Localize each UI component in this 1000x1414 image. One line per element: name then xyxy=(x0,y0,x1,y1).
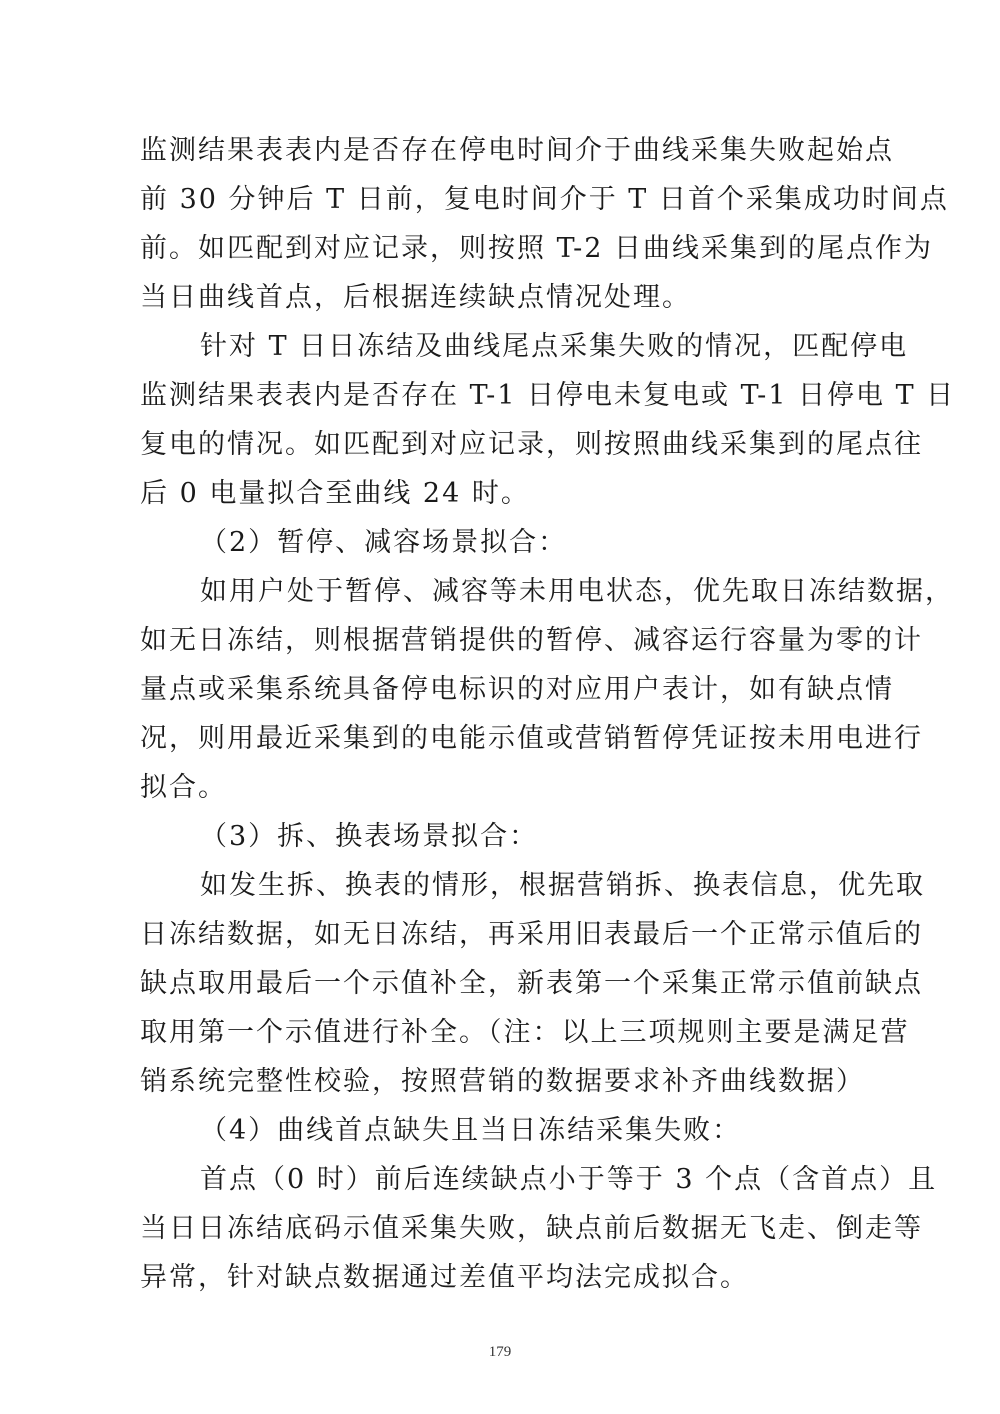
text-line: 异常，针对缺点数据通过差值平均法完成拟合。 xyxy=(140,1262,749,1293)
text-line: 当日曲线首点，后根据连续缺点情况处理。 xyxy=(140,282,691,313)
section-heading: （3）拆、换表场景拟合： xyxy=(200,821,539,852)
section-heading: （2）暂停、减容场景拟合： xyxy=(200,527,568,558)
text-line: 如发生拆、换表的情形，根据营销拆、换表信息，优先取 xyxy=(200,870,925,901)
text-line: 况，则用最近采集到的电能示值或营销暂停凭证按未用电进行 xyxy=(140,723,923,754)
text-line: 前 30 分钟后 T 日前，复电时间介于 T 日首个采集成功时间点 xyxy=(140,184,949,215)
text-line: 后 0 电量拟合至曲线 24 时。 xyxy=(140,478,530,509)
text-line: 缺点取用最后一个示值补全，新表第一个采集正常示值前缺点 xyxy=(140,968,923,999)
text-line: 如用户处于暂停、减容等未用电状态，优先取日冻结数据， xyxy=(200,576,954,607)
text-line: 复电的情况。如匹配到对应记录，则按照曲线采集到的尾点往 xyxy=(140,429,923,460)
text-line: 取用第一个示值进行补全。（注：以上三项规则主要是满足营 xyxy=(140,1017,910,1048)
text-line: 量点或采集系统具备停电标识的对应用户表计，如有缺点情 xyxy=(140,674,894,705)
body-text xyxy=(140,126,956,1302)
text-line: 当日日冻结底码示值采集失败，缺点前后数据无飞走、倒走等 xyxy=(140,1213,923,1244)
section-heading: （4）曲线首点缺失且当日冻结采集失败： xyxy=(200,1115,742,1146)
text-line: 销系统完整性校验，按照营销的数据要求补齐曲线数据） xyxy=(140,1066,865,1097)
page-number: 179 xyxy=(488,1344,512,1360)
text-line: 前。如匹配到对应记录，则按照 T-2 日曲线采集到的尾点作为 xyxy=(140,233,933,264)
text-line: 针对 T 日日冻结及曲线尾点采集失败的情况，匹配停电 xyxy=(200,331,909,362)
text-line: 日冻结数据，如无日冻结，再采用旧表最后一个正常示值后的 xyxy=(140,919,923,950)
text-line: 监测结果表表内是否存在 T-1 日停电未复电或 T-1 日停电 T 日 xyxy=(140,380,956,411)
text-line: 如无日冻结，则根据营销提供的暂停、减容运行容量为零的计 xyxy=(140,625,923,656)
text-line: 拟合。 xyxy=(140,772,227,803)
text-line: 监测结果表表内是否存在停电时间介于曲线采集失败起始点 xyxy=(140,135,894,166)
text-line: 首点（0 时）前后连续缺点小于等于 3 个点（含首点）且 xyxy=(200,1164,938,1195)
